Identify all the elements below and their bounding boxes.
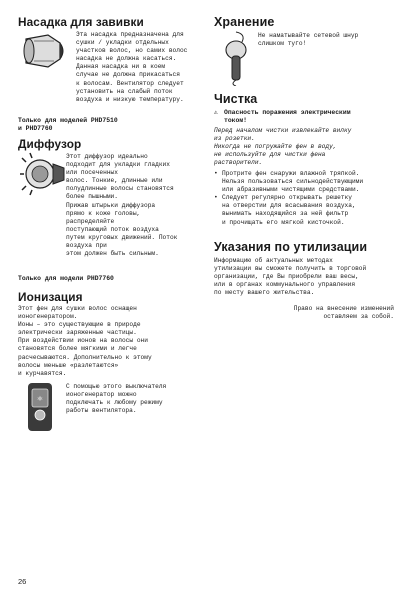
diffuser-text: Этот диффузор идеально подходит для укладки гладких или посеченных волос. Тонкие, длинные или полудлинные волосы становятся более пышными. Прижав штырьки диффузора прямо к коже головы, распределяйте поступающий поток воздуха путем круговых движений. Поток воздуха при этом должен быть сильным. <box>66 153 178 258</box>
cleaning-bullet-1: • Протрите фен снаружи влажной тряпкой. Нельзя пользоваться сильнодействующими или абразивными чистящими средствами. <box>214 170 400 194</box>
ion-switch-illustration <box>20 383 60 431</box>
cleaning-bullet-2: • Следует регулярно открывать решетку на отверстии для всасывания воздуха, вынимать находящийся за ней фильтр и прочищать его мягкой кисточкой. <box>214 194 400 226</box>
cleaning-bullets <box>214 170 400 227</box>
nozzle-text: Эта насадка предназначена для сушки / укладки отдельных участков волос, но самих волос насадка не должна касаться. Данная насадка ни в коем случае не должна прикасаться к волосам. Вентилятор следует установить на слабый поток воздуха и низкую температуру. <box>76 31 188 103</box>
cleaning-warning-text: Опасность поражения электрическим током! <box>224 109 351 125</box>
disposal-heading: Указания по утилизации <box>214 240 368 254</box>
nozzle-heading: Насадка для завивки <box>18 15 144 29</box>
svg-text:⚛: ⚛ <box>36 395 44 403</box>
disposal-text: Информацию об актуальных методах утилизации вы сможете получить в торговой организации, где Вы приобрели ваш весы, или в органах коммунального управления по месту вашего жительства. <box>214 257 367 297</box>
storage-text: Не наматывайте сетевой шнур слишком туго! <box>258 32 359 48</box>
cleaning-warning <box>214 109 399 126</box>
models-note-1: Только для моделей PHD7510 и PHD7760 <box>18 117 118 133</box>
diffuser-heading: Диффузор <box>18 137 82 151</box>
page-number: 26 <box>18 577 27 586</box>
cleaning-intro: Перед началом чистки извлекайте вилку из розетки. Никогда не погружайте фен в воду, не используйте для чистки фена растворители. <box>214 127 352 167</box>
ion-switch-text: С помощью этого выключателя ионогенератор можно подключать к любому режиму работы вентилятора. <box>66 383 167 415</box>
hanging-dryer-illustration <box>216 30 256 86</box>
nozzle-illustration <box>20 29 68 73</box>
storage-heading: Хранение <box>214 15 275 29</box>
ionization-text: Этот фен для сушки волос оснащен ионогенератором. Ионы – это существующие в природе электрически заряженные частицы. При воздействии ионов на волосы они становятся более мягкими и легче расчесываются. Дополнительно к этому волосы меньше «разлетаются» и курчавятся. <box>18 305 152 377</box>
warning-icon: ⚠ <box>214 109 218 116</box>
rights-reserved-text: Право на внесение изменений оставляем за собой. <box>293 305 394 321</box>
cleaning-heading: Чистка <box>214 92 258 106</box>
models-note-2: Только для модели PHD7760 <box>18 275 114 282</box>
ionization-heading: Ионизация <box>18 290 83 304</box>
diffuser-illustration <box>20 152 66 196</box>
